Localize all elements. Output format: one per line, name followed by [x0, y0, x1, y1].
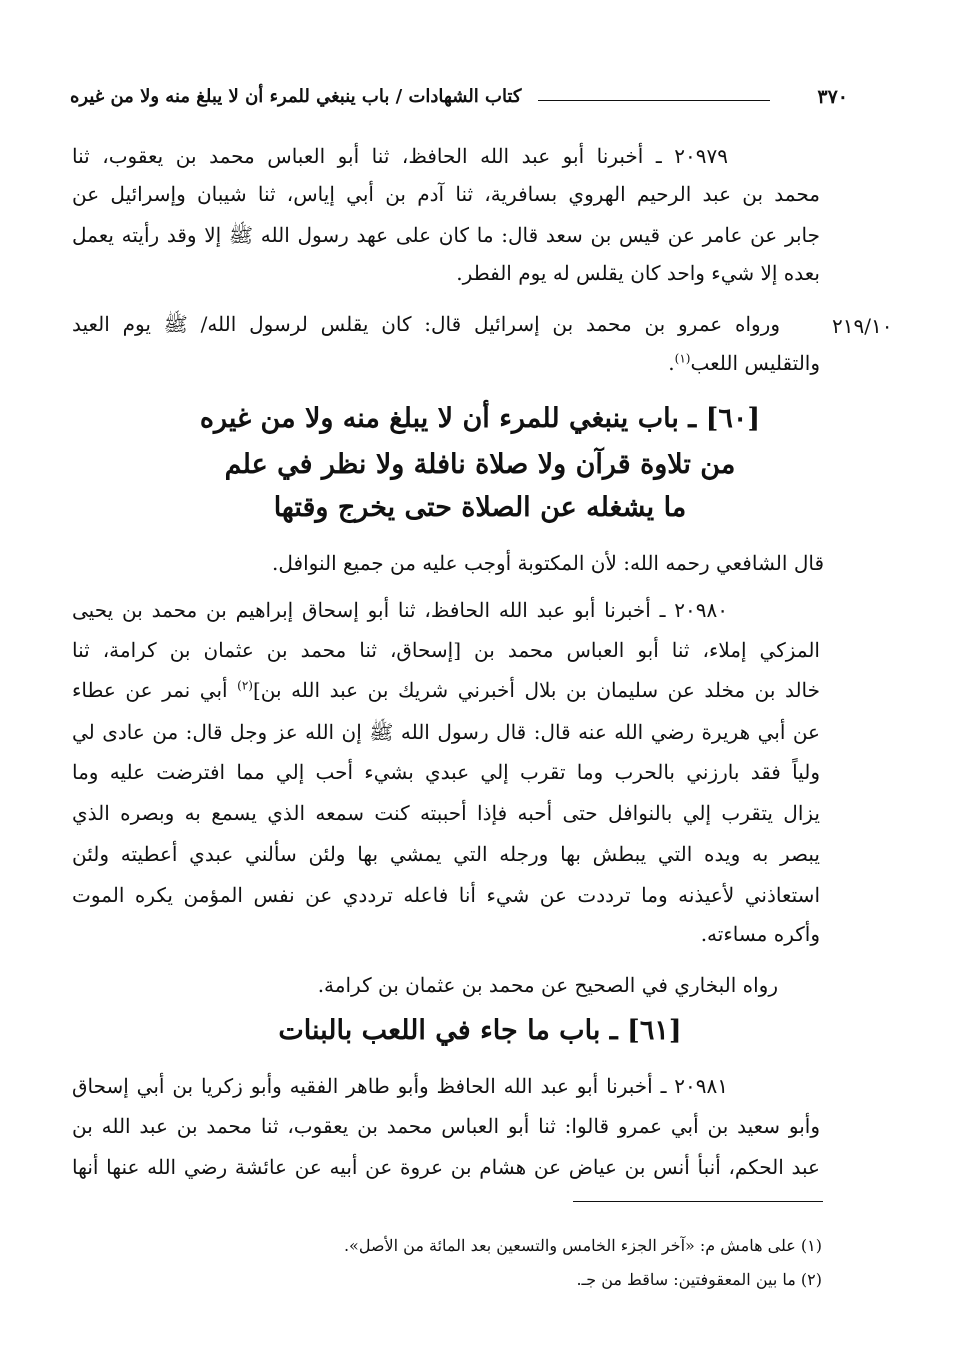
footnote-ref-1: (١) — [674, 351, 691, 366]
running-title: كتاب الشهادات / باب ينبغي للمرء أن لا يبلغ منه ولا من غيره — [70, 86, 522, 107]
hadith-20980-line-9: وأكره مساءته. — [700, 922, 820, 946]
hadith-20980-line-3-a: خالد بن مخلد عن سليمان بن بلال أخبرني شريك بن عبد الله بن] — [252, 678, 821, 702]
shafii-quote: قال الشافعي رحمه الله: لأن المكتوبة أوجب عليه من جميع النوافل. — [272, 551, 824, 575]
hadith-20979-line-4: بعده إلا شيء واحد كان يقلس له يوم الفطر. — [456, 261, 820, 285]
hadith-20980-line-5: ولياً فقد بارزني بالحرب وما تقرب إلي عبدي بشيء أحب إلي مما افترضت عليه وما — [72, 760, 820, 784]
hadith-20980-line-2: المزكي إملاء، ثنا أبو العباس محمد بن [إسحاق، ثنا محمد بن عثمان بن كرامة، ثنا — [72, 638, 820, 662]
page-number: ٣٧٠ — [817, 86, 848, 108]
chapter-60-heading-line-1: [٦٠] ـ باب ينبغي للمرء أن لا يبلغ منه ولا من غيره — [199, 403, 761, 434]
footnote-rule — [573, 1201, 823, 1202]
riwaya-line-1: ورواه عمرو بن محمد بن إسرائيل قال: كان يقلس لرسول الله/ ﷺ يوم العيد — [72, 312, 780, 336]
hadith-20980-line-4: عن أبي هريرة رضي الله عنه قال: قال رسول الله ﷺ إن الله عز وجل قال: من عادى لي — [72, 720, 820, 744]
riwaya-line-2-text: والتقليس اللعب — [690, 351, 820, 375]
hadith-20981-line-1: ٢٠٩٨١ ـ أخبرنا أبو عبد الله الحافظ وأبو طاهر الفقيه وأبو زكريا بن أبي إسحاق — [72, 1074, 728, 1098]
hadith-20980-line-1: ٢٠٩٨٠ ـ أخبرنا أبو عبد الله الحافظ، ثنا أبو إسحاق إبراهيم بن محمد بن يحيى — [72, 598, 728, 622]
hadith-20979-line-3: جابر عن عامر عن قيس بن سعد قال: ما كان على عهد رسول الله ﷺ إلا وقد رأيته يعمل — [72, 223, 820, 247]
bukhari-note: رواه البخاري في الصحيح عن محمد بن عثمان بن كرامة. — [317, 973, 778, 997]
footnote-ref-2: (٢) — [237, 678, 253, 693]
hadith-20980-line-3 — [72, 680, 820, 700]
chapter-61-heading: [٦١] ـ باب ما جاء في اللعب بالبنات — [278, 1015, 682, 1046]
riwaya-line-2 — [668, 353, 820, 373]
margin-reference: ٢١٩/١٠ — [832, 314, 893, 338]
footnote-2: (٢) ما بين المعقوفتين: ساقط من جـ. — [576, 1270, 822, 1289]
chapter-60-heading-line-3: ما يشغله عن الصلاة حتى يخرج وقتها — [273, 492, 687, 523]
riwaya-line-2-end: . — [668, 351, 675, 375]
hadith-20979-line-1: ٢٠٩٧٩ ـ أخبرنا أبو عبد الله الحافظ، ثنا أبو العباس محمد بن يعقوب، ثنا — [72, 144, 728, 168]
hadith-20980-line-3-b: أبي نمر عن عطاء — [72, 678, 228, 702]
hadith-20980-line-7: يبصر به ويده التي يبطش بها ورجله التي يمشي بها ولئن سألني عبدي أعطيته ولئن — [72, 842, 820, 866]
hadith-20979-line-2: محمد بن عبد الرحيم الهروي بسافرية، ثنا آدم بن أبي إياس، ثنا شيبان وإسرائيل عن — [72, 182, 820, 206]
chapter-60-heading-line-2: من تلاوة قرآن ولا صلاة نافلة ولا نظر في علم — [224, 449, 736, 480]
footnote-1: (١) على هامش م: «آخر الجزء الخامس والتسعين بعد المائة من الأصل». — [343, 1236, 822, 1255]
hadith-20981-line-3: عبد الحكم، أنبأ أنس بن عياض عن هشام بن عروة عن أبيه عن عائشة رضي الله عنها أنها — [72, 1155, 820, 1179]
hadith-20980-line-6: يزال يتقرب إلي بالنوافل حتى أحبه فإذا أحببته كنت سمعه الذي يسمع به وبصره الذي — [72, 801, 820, 825]
hadith-20980-line-8: استعاذني لأعيذنه وما ترددت عن شيء أنا فاعله ترددي عن نفس المؤمن يكره الموت — [72, 883, 820, 907]
hadith-20981-line-2: وأبو سعيد بن أبي عمرو قالوا: ثنا أبو العباس محمد بن يعقوب، ثنا محمد بن عبد الله بن — [72, 1114, 820, 1138]
header-rule — [538, 100, 770, 101]
